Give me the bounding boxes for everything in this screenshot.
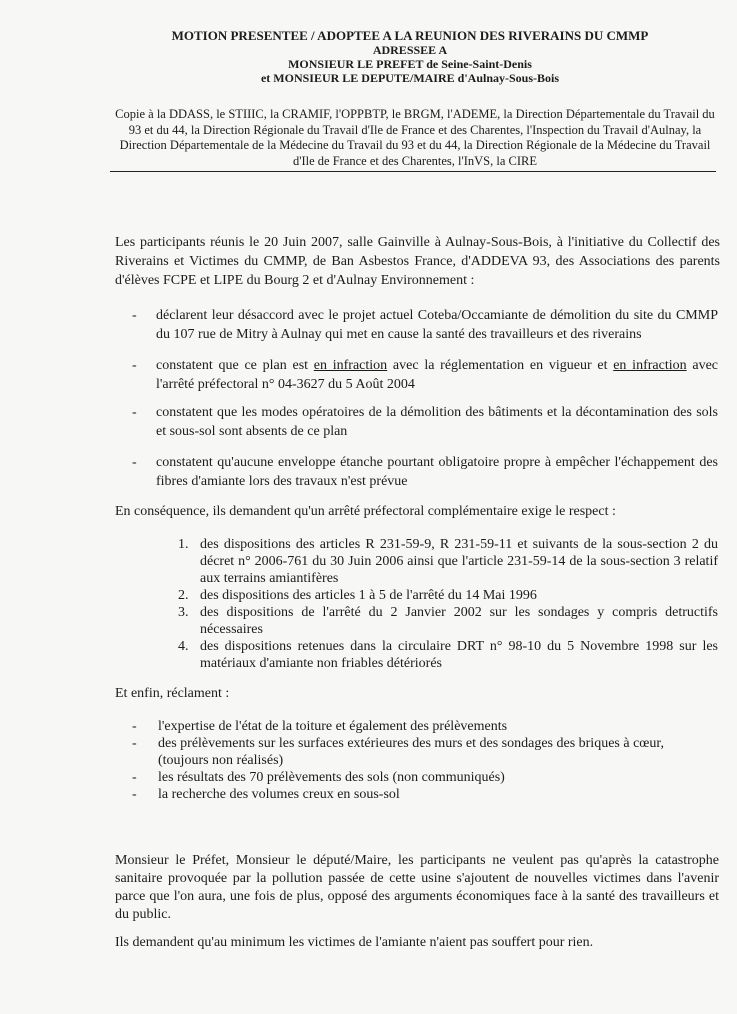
reclamation-item	[132, 786, 718, 803]
final-sentence: Ils demandent qu'au minimum les victimes de l'amiante n'aient pas souffert pour rien.	[115, 935, 594, 950]
item-number: 1.	[178, 537, 189, 552]
bullet-item	[132, 306, 718, 344]
reclamation-dash: -	[132, 719, 137, 734]
bullet-dash: -	[132, 455, 137, 470]
item-number: 2.	[178, 588, 189, 603]
bullet-dash: -	[132, 308, 137, 323]
reclamation-item	[132, 735, 718, 769]
bullet-item	[132, 356, 718, 394]
enfin-heading: Et enfin, réclament :	[115, 686, 230, 701]
item-text: des dispositions des articles R 231-59-9, R 231-59-11 et suivants de la sous-section 2 du décret n° 2006-761 du 30 Juin 2006 ainsi que l'article 231-59-14 de la sous-section 3 relatif aux terrains amiantifères	[200, 537, 718, 586]
bullet-item	[132, 403, 718, 441]
numbered-item	[178, 604, 718, 638]
reclamation-text: les résultats des 70 prélèvements des sols (non communiqués)	[158, 770, 505, 785]
reclamation-text: des prélèvements sur les surfaces extérieures des murs et des sondages des briques à cœur, (toujours non réalisés)	[158, 736, 664, 768]
consequence-paragraph: En conséquence, ils demandent qu'un arrêté préfectoral complémentaire exige le respect :	[115, 504, 616, 519]
document-header	[110, 28, 710, 85]
item-text: des dispositions retenues dans la circulaire DRT n° 98-10 du 5 Novembre 1998 sur les matériaux d'amiante non friables détériorés	[200, 639, 718, 671]
header-title: MOTION PRESENTEE / ADOPTEE A LA REUNION DES RIVERAINS DU CMMP	[171, 28, 649, 43]
item-text: des dispositions de l'arrêté du 2 Janvier 2002 sur les sondages y compris detructifs nécessaires	[200, 605, 718, 637]
copy-recipients: Copie à la DDASS, le STIIIC, la CRAMIF, l'OPPBTP, le BRGM, l'ADEME, la Direction Départementale du Travail du 93 et du 44, la Direction Régionale du Travail d'Ile de France et des Charentes, l'Inspection du Travail d'Aulnay, la Direction Départementale de la Médecine du Travail du 93 et du 44, la Direction Régionale de la Médecine du Travail d'Ile de France et des Charentes, l'InVS, la CIRE	[115, 107, 715, 168]
item-text: des dispositions des articles 1 à 5 de l'arrêté du 14 Mai 1996	[200, 588, 537, 603]
bullet-text: constatent qu'aucune enveloppe étanche pourtant obligatoire propre à empêcher l'échappement des fibres d'amiante lors des travaux n'est prévue	[156, 455, 718, 489]
underlined-text: en infraction	[613, 358, 687, 373]
header-divider	[110, 171, 716, 172]
bullet-text: constatent que ce plan est en infraction avec la réglementation en vigueur et en infraction avec l'arrêté préfectoral n° 04-3627 du 5 Août 2004	[156, 358, 718, 392]
reclamation-dash: -	[132, 787, 137, 802]
item-number: 3.	[178, 605, 189, 620]
reclamation-item	[132, 769, 718, 786]
numbered-item	[178, 638, 718, 672]
bullet-text: constatent que les modes opératoires de la démolition des bâtiments et la décontamination des sols et sous-sol sont absents de ce plan	[156, 405, 718, 439]
numbered-item	[178, 587, 718, 604]
closing-paragraph: Monsieur le Préfet, Monsieur le député/Maire, les participants ne veulent pas qu'après la catastrophe sanitaire provoquée par la pollution passée de cette usine s'ajoutent de nouvelles victimes dans l'avenir parce que l'on aura, une fois de plus, opposé des arguments économiques face à la santé des travailleurs et du public.	[115, 853, 719, 922]
bullet-text: déclarent leur désaccord avec le projet actuel Coteba/Occamiante de démolition du site du CMMP du 107 rue de Mitry à Aulnay qui met en cause la santé des travailleurs et des riverains	[156, 308, 718, 342]
header-addressed-to: ADRESSEE A	[372, 43, 448, 57]
intro-paragraph: Les participants réunis le 20 Juin 2007, salle Gainville à Aulnay-Sous-Bois, à l'initiative du Collectif des Riverains et Victimes du CMMP, de Ban Asbestos France, d'ADDEVA 93, des Associations des parents d'élèves FCPE et LIPE du Bourg 2 et d'Aulnay Environnement :	[115, 235, 720, 288]
reclamation-item	[132, 718, 718, 735]
underlined-text: en infraction	[313, 358, 388, 373]
bullet-dash: -	[132, 358, 137, 373]
reclamation-dash: -	[132, 770, 137, 785]
header-recipient-maire: et MONSIEUR LE DEPUTE/MAIRE d'Aulnay-Sous-Bois	[260, 71, 560, 85]
reclamation-dash: -	[132, 736, 137, 751]
bullet-item	[132, 453, 718, 491]
reclamation-text: l'expertise de l'état de la toiture et également des prélèvements	[158, 719, 508, 734]
item-number: 4.	[178, 639, 189, 654]
bullet-dash: -	[132, 405, 137, 420]
reclamation-text: la recherche des volumes creux en sous-sol	[158, 787, 400, 802]
header-recipient-prefet: MONSIEUR LE PREFET de Seine-Saint-Denis	[288, 57, 532, 71]
numbered-item	[178, 536, 718, 587]
